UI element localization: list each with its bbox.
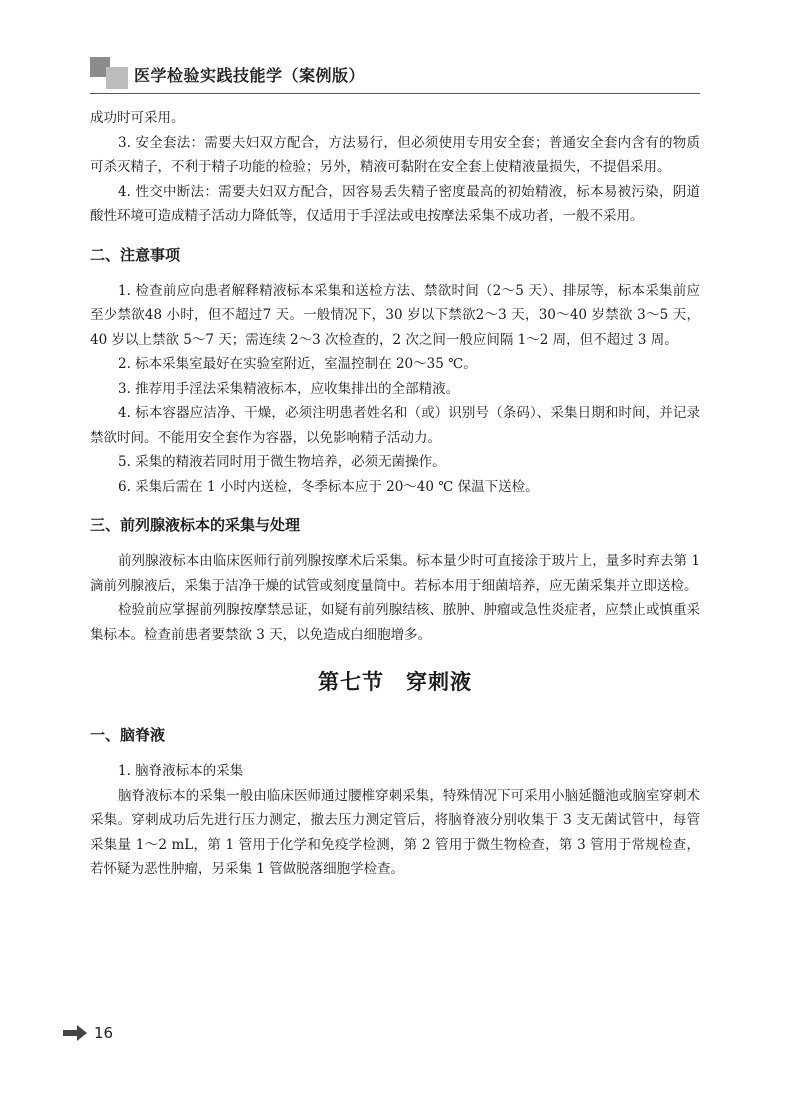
subheading: 一、脑脊液 xyxy=(90,726,166,744)
arrow-right-icon xyxy=(62,1024,88,1042)
paragraph: 前列腺液标本由临床医师行前列腺按摩术后采集。标本量少时可直接涂于玻片上，量多时弃去第 1 滴前列腺液后，采集于洁净干燥的试管或刻度量筒中。若标本用于细菌培养，应无菌采集并立即送检。 xyxy=(90,553,700,594)
paragraph: 检验前应掌握前列腺按摩禁忌证，如疑有前列腺结核、脓肿、肿瘤或急性炎症者，应禁止或慎重采集标本。检查前患者要禁欲 3 天，以免造成白细胞增多。 xyxy=(90,602,700,643)
paragraph: 5. 采集的精液若同时用于微生物培养，必须无菌操作。 xyxy=(118,454,446,470)
paragraph: 1. 检查前应向患者解释精液标本采集和送检方法、禁欲时间（2～5 天）、排尿等，标本采集前应至少禁欲48 小时，但不超过7 天。一般情况下，30 岁以下禁欲2～3 天，30～40 岁禁欲 3～5 天，40 岁以上禁欲 5～7 天；需连续 2～3 次检查的，2 次之间一般应间隔 1～2 周，但不超过 3 周。 xyxy=(90,282,700,348)
page-number: 16 xyxy=(94,1024,114,1042)
paragraph: 4. 标本容器应洁净、干燥，必须注明患者姓名和（或）识别号（条码）、采集日期和时间，并记录禁欲时间。不能用安全套作为容器，以免影响精子活动力。 xyxy=(90,405,700,446)
header-logo-square-light xyxy=(106,67,128,89)
paragraph: 3. 推荐用手淫法采集精液标本，应收集排出的全部精液。 xyxy=(118,380,460,397)
header-rule xyxy=(90,93,700,94)
subheading: 三、前列腺液标本的采集与处理 xyxy=(90,516,301,534)
paragraph: 脑脊液标本的采集一般由临床医师通过腰椎穿刺采集，特殊情况下可采用小脑延髓池或脑室穿刺术采集。穿刺成功后先进行压力测定，撤去压力测定管后，将脑脊液分别收集于 3 支无菌试管中，每管采集量 1～2 mL，第 1 管用于化学和免疫学检测，第 2 管用于微生物检查，第 3 管用于常规检查，若怀疑为恶性肿瘤，另采集 1 管做脱落细胞学检查。 xyxy=(90,787,700,877)
paragraph: 2. 标本采集室最好在实验室附近，室温控制在 20～35 ℃。 xyxy=(118,356,477,372)
paragraph: 1. 脑脊液标本的采集 xyxy=(118,763,244,779)
page-body xyxy=(90,106,700,882)
subheading: 二、注意事项 xyxy=(90,245,181,264)
paragraph: 4. 性交中断法：需要夫妇双方配合，因容易丢失精子密度最高的初始精液，标本易被污染，阴道酸性环境可造成精子活动力降低等，仅适用于手淫法或电按摩法采集不成功者，一般不采用。 xyxy=(90,183,700,224)
paragraph: 成功时可采用。 xyxy=(90,110,185,126)
section-title: 第七节 穿刺液 xyxy=(318,670,472,694)
running-header xyxy=(90,55,700,95)
book-title: 医学检验实践技能学（案例版） xyxy=(134,66,366,85)
paragraph: 6. 采集后需在 1 小时内送检，冬季标本应于 20～40 ℃ 保温下送检。 xyxy=(118,478,539,495)
page-footer xyxy=(62,1020,113,1046)
paragraph: 3. 安全套法：需要夫妇双方配合，方法易行，但必须使用专用安全套；普通安全套内含有的物质可杀灭精子，不利于精子功能的检验；另外，精液可黏附在安全套上使精液量损失，不提倡采用。 xyxy=(90,134,700,175)
